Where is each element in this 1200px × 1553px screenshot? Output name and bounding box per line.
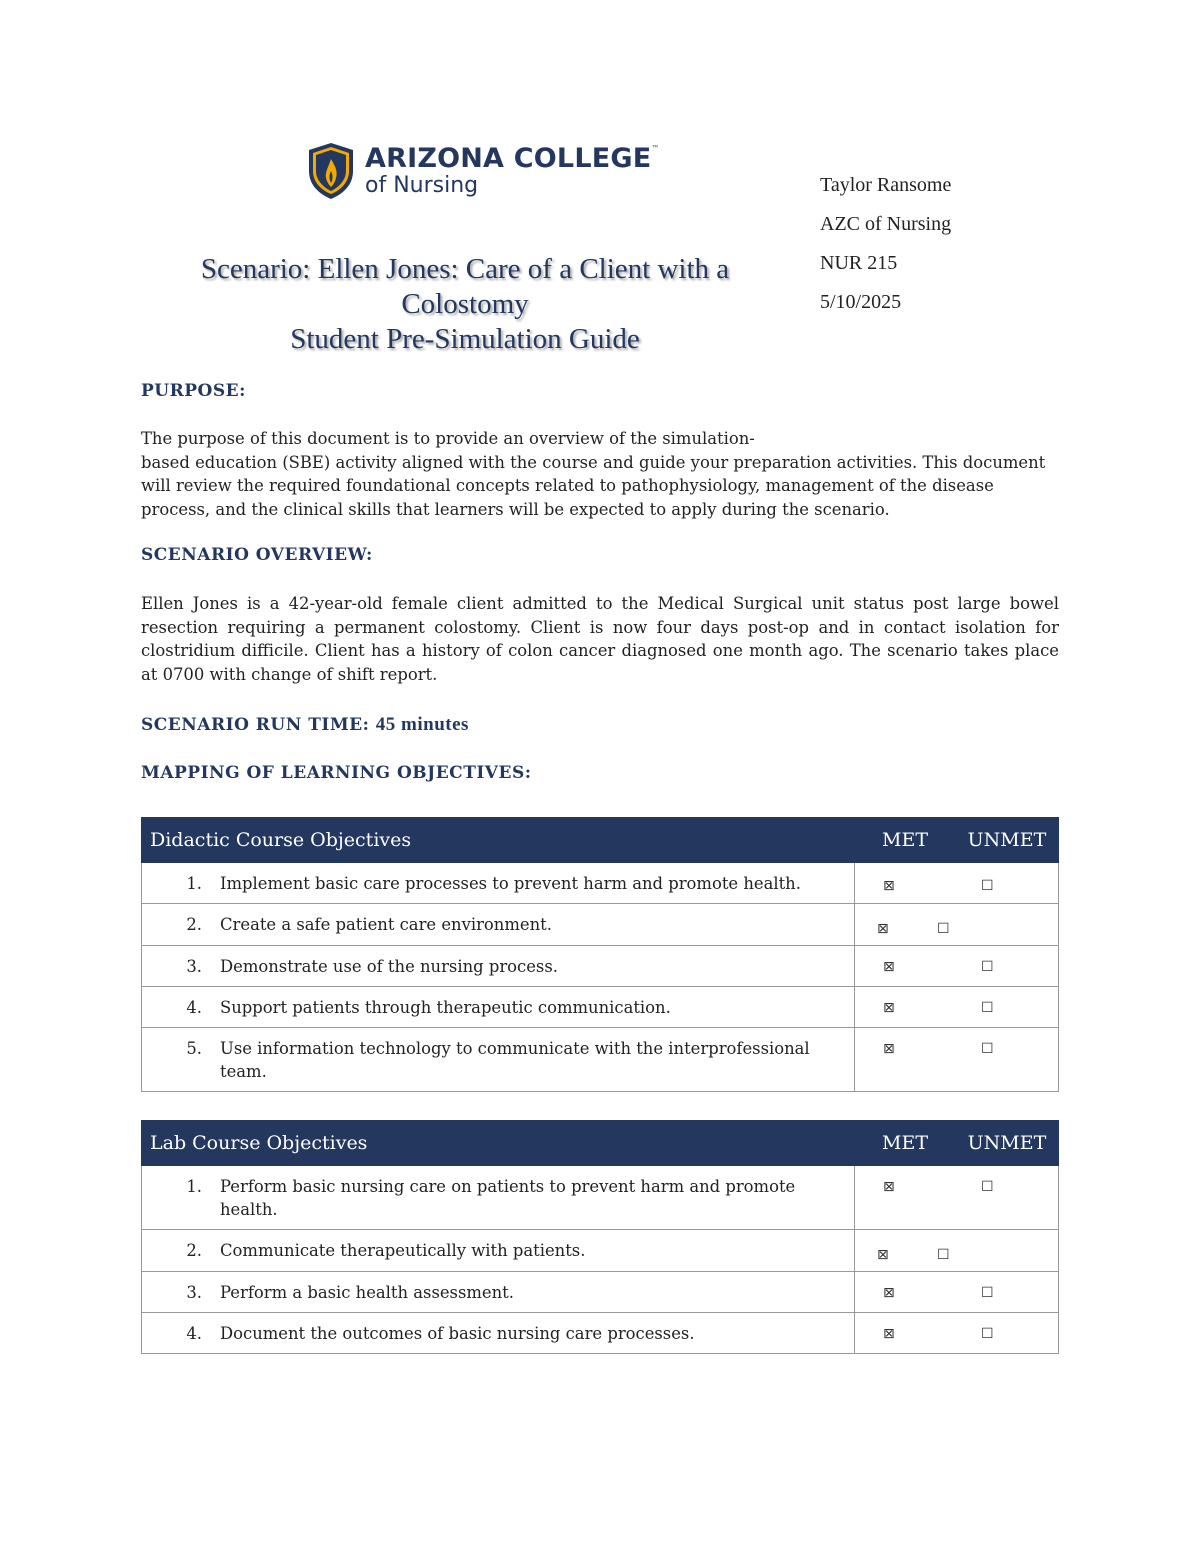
unmet-checkbox[interactable]: ☐ [981,1326,994,1342]
unmet-checkbox[interactable]: ☐ [981,1179,994,1195]
unmet-checkbox[interactable]: ☐ [981,878,994,894]
purpose-heading: PURPOSE: [141,381,246,401]
table-row: 5. Use information technology to communicate with the interprofessional team. ⊠ ☐ [142,1028,1059,1092]
college-logo [307,140,660,202]
met-checkbox[interactable]: ⊠ [877,1247,889,1263]
met-checkbox[interactable]: ⊠ [883,878,895,894]
lab-met-header: MET [855,1121,956,1166]
met-checkbox[interactable]: ⊠ [883,1041,895,1057]
unmet-checkbox[interactable]: ☐ [937,921,950,937]
lab-header: Lab Course Objectives [142,1121,855,1166]
didactic-header: Didactic Course Objectives [142,818,855,863]
didactic-objectives-table [141,817,1059,1092]
shield-flame-icon [307,141,355,201]
unmet-checkbox[interactable]: ☐ [981,1285,994,1301]
lab-unmet-header: UNMET [956,1121,1059,1166]
table-row: 3. Demonstrate use of the nursing process. ⊠ ☐ [142,946,1059,987]
unmet-checkbox[interactable]: ☐ [981,1041,994,1057]
table-row: 1. Perform basic nursing care on patients to prevent harm and promote health. ⊠ ☐ [142,1166,1059,1230]
met-checkbox[interactable]: ⊠ [883,1179,895,1195]
lab-objectives-table [141,1120,1059,1354]
student-info [820,170,951,326]
table-row: 2. Communicate therapeutically with patients. ⊠ ☐ [142,1230,1059,1272]
met-checkbox[interactable]: ⊠ [883,1285,895,1301]
run-time-heading: SCENARIO RUN TIME: 45 minutes [141,714,469,735]
overview-heading: SCENARIO OVERVIEW: [141,545,373,565]
table-row: 4. Support patients through therapeutic communication. ⊠ ☐ [142,987,1059,1028]
unmet-checkbox[interactable]: ☐ [981,959,994,975]
table-row: 3. Perform a basic health assessment. ⊠ ☐ [142,1272,1059,1313]
logo-title: ARIZONA COLLEGE™ [365,143,660,174]
course-code: NUR 215 [820,252,898,274]
unmet-checkbox[interactable]: ☐ [981,1000,994,1016]
document-date: 5/10/2025 [820,291,902,313]
run-time-value: 45 minutes [375,714,469,735]
didactic-unmet-header: UNMET [956,818,1059,863]
unmet-checkbox[interactable]: ☐ [937,1247,950,1263]
page-title: Scenario: Ellen Jones: Care of a Client with a Colostomy Student Pre-Simulation Guide [200,253,730,355]
table-row: 1. Implement basic care processes to prevent harm and promote health. ⊠ ☐ [142,863,1059,904]
met-checkbox[interactable]: ⊠ [883,1000,895,1016]
met-checkbox[interactable]: ⊠ [877,921,889,937]
mapping-heading: MAPPING OF LEARNING OBJECTIVES: [141,763,532,783]
purpose-text: The purpose of this document is to provide an overview of the simulation- based education (SBE) activity aligned with the course and guide your preparation activities. This document will review the required foundational concepts related to pathophysiology, management of the disease process, and the clinical skills that learners will be expected to apply during the scenario. [141,429,1046,519]
table-row: 2. Create a safe patient care environment. ⊠ ☐ [142,904,1059,946]
table-row: 4. Document the outcomes of basic nursing care processes. ⊠ ☐ [142,1313,1059,1354]
overview-text: Ellen Jones is a 42-year-old female client admitted to the Medical Surgical unit status post large bowel resection requiring a permanent colostomy. Client is now four days post-op and in contact isolation for clostridium difficile. Client has a history of colon cancer diagnosed one month ago. The scenario takes place at 0700 with change of shift report. [141,594,1059,684]
met-checkbox[interactable]: ⊠ [883,1326,895,1342]
school-name: AZC of Nursing [820,213,952,235]
logo-subtitle: of Nursing [365,173,479,198]
didactic-met-header: MET [855,818,956,863]
student-name: Taylor Ransome [820,174,952,196]
met-checkbox[interactable]: ⊠ [883,959,895,975]
